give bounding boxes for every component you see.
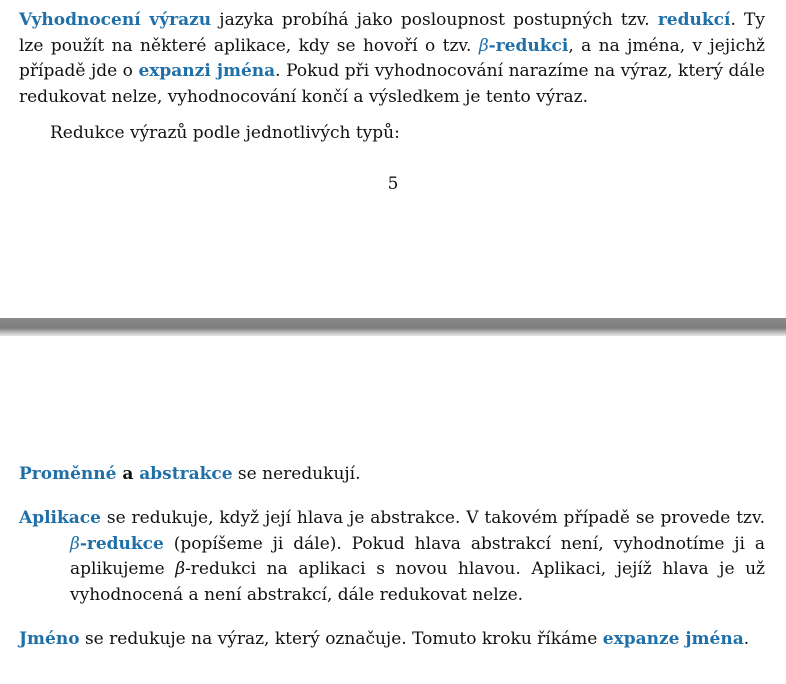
term-abstrakce: abstrakce [139,464,233,484]
beta-symbol: β [478,35,489,56]
list-item-variables-abstractions [19,462,765,488]
term-jmeno: Jméno [19,629,80,649]
list-item-name [19,627,765,653]
term-expanze-jmena: expanze jména [602,629,744,649]
text-run: . Pokud při vyhodnocování narazíme na výraz, který dále redukovat nelze, vyhodnocování končí a výsledkem je tento výraz. [19,61,765,107]
text-run: -redukci na aplikaci s novou hlavou. Aplikaci, jejíž hlava je už vyhodnocená a není abstrakcí, dále redukovat nelze. [70,559,765,605]
term-aplikace: Aplikace [19,508,101,528]
text-run: . [743,629,750,649]
beta-symbol: β [70,533,80,554]
list-item-application [19,506,765,608]
text-run: se redukuje, když její hlava je abstrakce. V takovém případě se provede tzv. [100,508,765,528]
paragraph-reduction-types: Redukce výrazů podle jednotlivých typů: [50,123,400,143]
conjunction-a: a [116,464,140,484]
term-beta-redukci: -redukci [488,35,569,56]
text-run: , a na jména, v jejichž případě jde o [19,35,765,81]
beta-symbol-plain: β [175,559,186,579]
paragraph-intro [19,8,765,110]
text-run: se neredukují. [232,464,361,484]
term-expanzi-jmena: expanzi jména [138,61,276,81]
page-divider [0,318,786,336]
term-promenne: Proměnné [19,464,117,484]
text-run: jazyka probíhá jako posloupnost postupných tzv. [211,10,658,30]
text-run: se redukuje na výraz, který označuje. Tomuto kroku říkáme [79,629,603,649]
term-redukci: redukcí [657,10,731,30]
text-run: . Ty lze použít na některé aplikace, kdy se hovoří o tzv. [19,10,765,56]
text-run: (popíšeme ji dále). Pokud hlava abstrakcí není, vyhodnotíme ji a aplikujeme [70,533,765,579]
document-page-top [0,0,786,318]
term-vyhodnoceni-vyrazu: Vyhodnocení výrazu [19,10,212,30]
term-beta-redukce: -redukce [79,533,164,554]
page-number: 5 [387,174,399,194]
